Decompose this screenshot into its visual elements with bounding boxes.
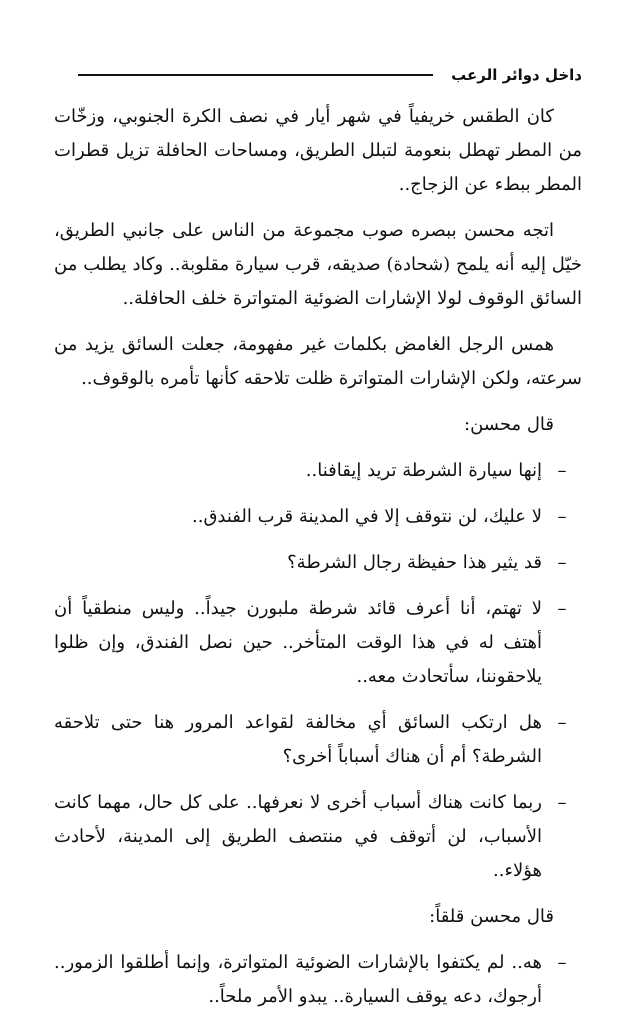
dialogue-item [54, 546, 582, 580]
dialogue-item [54, 946, 582, 1014]
dialogue-item [54, 706, 582, 774]
dialogue-item [54, 454, 582, 488]
dialogue-line: قد يثير هذا حفيظة رجال الشرطة؟ [287, 552, 542, 573]
dialogue-line: لا عليك، لن نتوقف إلا في المدينة قرب الفندق.. [192, 506, 542, 527]
dialogue-dash: – [557, 712, 567, 733]
chapter-title: داخل دوائر الرعب [451, 66, 582, 84]
dialogue-line: إنها سيارة الشرطة تريد إيقافنا.. [305, 460, 542, 481]
dialogue-line: لا تهتم، أنا أعرف قائد شرطة ملبورن جيداً.. وليس منطقياً أن أهتف له في هذا الوقت المتأخر.. حين نصل الفندق، وإن ظلوا يلاحقوننا، سأتحادث معه.. [54, 598, 542, 687]
dialogue-item [54, 500, 582, 534]
speaker-line: قال محسن: [464, 414, 554, 435]
body-text [54, 100, 582, 1026]
dialogue-item [54, 786, 582, 888]
dialogue-dash: – [557, 506, 567, 527]
dialogue-line: ربما كانت هناك أسباب أخرى لا نعرفها.. على كل حال، مهما كانت الأسباب، لن أتوقف في منتصف الطريق إلى المدينة، لأحادث هؤلاء.. [54, 792, 542, 881]
paragraph: كان الطقس خريفياً في شهر أيار في نصف الكرة الجنوبي، وزخّات من المطر تهطل بنعومة لتبلل الطريق، ومساحات الحافلة تزيل قطرات المطر ببطء عن الزجاج.. [54, 106, 582, 195]
paragraph: همس الرجل الغامض بكلمات غير مفهومة، جعلت السائق يزيد من سرعته، ولكن الإشارات المتواترة ظلت تلاحقه كأنها تأمره بالوقوف.. [54, 334, 582, 389]
speaker-line: قال محسن قلقاً: [429, 906, 554, 927]
dialogue-dash: – [557, 952, 567, 973]
dialogue-line: هل ارتكب السائق أي مخالفة لقواعد المرور هنا حتى تلاحقه الشرطة؟ أم أن هناك أسباباً أخرى؟ [54, 712, 542, 767]
dialogue-dash: – [557, 792, 567, 813]
dialogue-dash: – [557, 552, 567, 573]
running-header [62, 60, 582, 90]
dialogue-line: هه.. لم يكتفوا بالإشارات الضوئية المتواترة، وإنما أطلقوا الزمور.. أرجوك، دعه يوقف السيارة.. يبدو الأمر ملحاً.. [54, 952, 542, 1007]
header-rule [78, 74, 433, 76]
dialogue-dash: – [557, 598, 567, 619]
dialogue-item [54, 592, 582, 694]
dialogue-dash: – [557, 460, 567, 481]
paragraph: اتجه محسن ببصره صوب مجموعة من الناس على جانبي الطريق، خيّل إليه أنه يلمح (شحادة) صديقه، قرب سيارة مقلوبة.. وكاد يطلب من السائق الوقوف لولا الإشارات الضوئية المتواترة خلف الحافلة.. [54, 220, 582, 309]
